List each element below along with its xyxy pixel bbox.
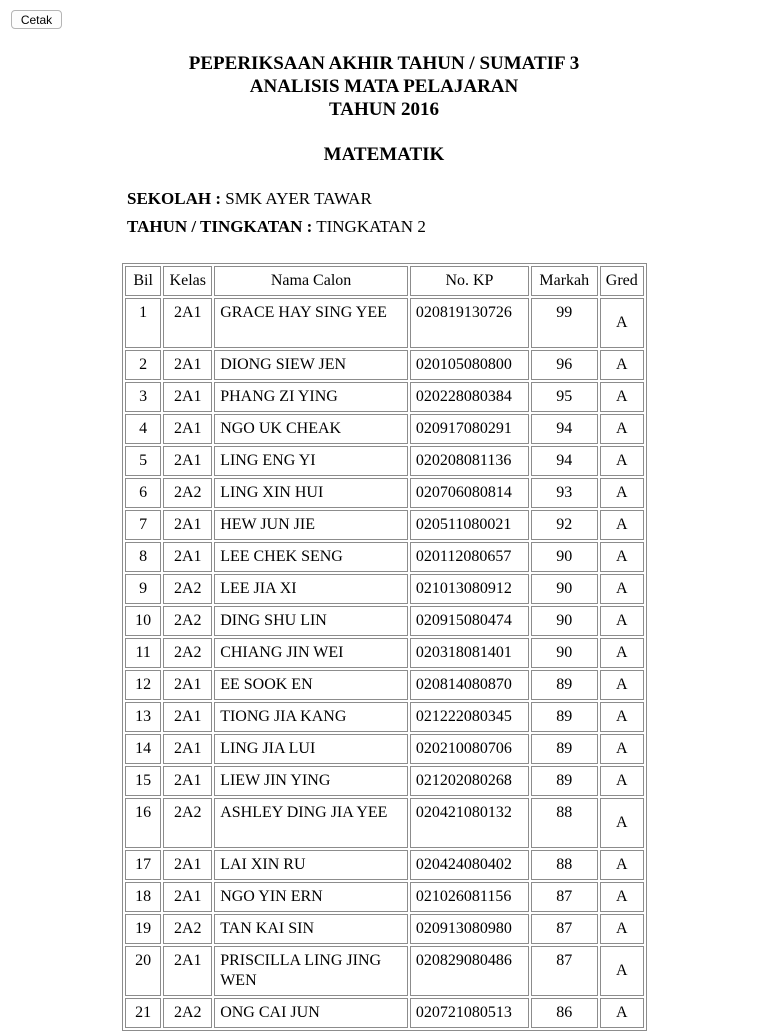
level-label: TAHUN / TINGKATAN : — [127, 217, 313, 236]
cell-gred: A — [600, 606, 644, 636]
cell-no-kp: 021222080345 — [410, 702, 529, 732]
cell-kelas: 2A1 — [163, 446, 212, 476]
table-row — [125, 542, 644, 572]
cell-no-kp: 020105080800 — [410, 350, 529, 380]
cell-kelas: 2A1 — [163, 766, 212, 796]
cell-bil: 15 — [125, 766, 161, 796]
cell-bil: 9 — [125, 574, 161, 604]
report-title — [0, 52, 768, 121]
cell-kelas: 2A2 — [163, 914, 212, 944]
table-row — [125, 766, 644, 796]
title-line: ANALISIS MATA PELAJARAN — [249, 76, 519, 97]
cell-no-kp: 020318081401 — [410, 638, 529, 668]
table-row — [125, 606, 644, 636]
header-markah: Markah — [531, 266, 598, 296]
cell-bil: 12 — [125, 670, 161, 700]
cell-bil: 7 — [125, 510, 161, 540]
cell-kelas: 2A1 — [163, 734, 212, 764]
level-value: TINGKATAN 2 — [312, 217, 426, 236]
cell-gred: A — [600, 850, 644, 880]
cell-nama: CHIANG JIN WEI — [214, 638, 408, 668]
cell-no-kp: 020814080870 — [410, 670, 529, 700]
cell-kelas: 2A2 — [163, 998, 212, 1028]
cell-markah: 96 — [531, 350, 598, 380]
cell-gred: A — [600, 914, 644, 944]
cell-bil: 10 — [125, 606, 161, 636]
cell-nama: NGO YIN ERN — [214, 882, 408, 912]
cell-markah: 94 — [531, 414, 598, 444]
cell-gred: A — [600, 734, 644, 764]
cell-gred: A — [600, 382, 644, 412]
cell-nama: LING XIN HUI — [214, 478, 408, 508]
cell-gred: A — [600, 798, 644, 848]
cell-no-kp: 020228080384 — [410, 382, 529, 412]
cell-gred: A — [600, 414, 644, 444]
print-button[interactable]: Cetak — [11, 10, 62, 29]
cell-kelas: 2A2 — [163, 478, 212, 508]
cell-bil: 19 — [125, 914, 161, 944]
school-value: SMK AYER TAWAR — [221, 189, 372, 208]
cell-gred: A — [600, 478, 644, 508]
title-line: TAHUN 2016 — [329, 99, 439, 120]
cell-gred: A — [600, 702, 644, 732]
cell-markah: 90 — [531, 606, 598, 636]
table-row — [125, 298, 644, 348]
cell-markah: 88 — [531, 850, 598, 880]
cell-gred: A — [600, 574, 644, 604]
cell-nama: NGO UK CHEAK — [214, 414, 408, 444]
cell-markah: 89 — [531, 734, 598, 764]
cell-gred: A — [600, 946, 644, 996]
cell-markah: 92 — [531, 510, 598, 540]
cell-gred: A — [600, 446, 644, 476]
cell-no-kp: 020913080980 — [410, 914, 529, 944]
header-no-kp: No. KP — [410, 266, 529, 296]
title-line: PEPERIKSAAN AKHIR TAHUN / SUMATIF 3 — [188, 53, 580, 74]
cell-nama: EE SOOK EN — [214, 670, 408, 700]
cell-bil: 2 — [125, 350, 161, 380]
cell-markah: 89 — [531, 702, 598, 732]
cell-kelas: 2A1 — [163, 946, 212, 996]
cell-markah: 90 — [531, 638, 598, 668]
table-row — [125, 670, 644, 700]
cell-kelas: 2A1 — [163, 702, 212, 732]
cell-no-kp: 020915080474 — [410, 606, 529, 636]
cell-no-kp: 021202080268 — [410, 766, 529, 796]
cell-no-kp: 021013080912 — [410, 574, 529, 604]
cell-gred: A — [600, 542, 644, 572]
cell-markah: 89 — [531, 670, 598, 700]
table-row — [125, 638, 644, 668]
cell-gred: A — [600, 882, 644, 912]
cell-nama: LEE JIA XI — [214, 574, 408, 604]
header-gred: Gred — [600, 266, 644, 296]
results-table — [122, 263, 647, 1031]
cell-markah: 95 — [531, 382, 598, 412]
cell-no-kp: 020706080814 — [410, 478, 529, 508]
cell-kelas: 2A1 — [163, 542, 212, 572]
cell-nama: ASHLEY DING JIA YEE — [214, 798, 408, 848]
cell-no-kp: 020208081136 — [410, 446, 529, 476]
subject-title: MATEMATIK — [323, 144, 445, 165]
cell-bil: 4 — [125, 414, 161, 444]
cell-no-kp: 021026081156 — [410, 882, 529, 912]
cell-kelas: 2A1 — [163, 510, 212, 540]
cell-kelas: 2A1 — [163, 382, 212, 412]
cell-no-kp: 020829080486 — [410, 946, 529, 996]
table-row — [125, 478, 644, 508]
cell-kelas: 2A2 — [163, 798, 212, 848]
cell-nama: DIONG SIEW JEN — [214, 350, 408, 380]
cell-markah: 93 — [531, 478, 598, 508]
cell-kelas: 2A1 — [163, 350, 212, 380]
cell-no-kp: 020210080706 — [410, 734, 529, 764]
table-row — [125, 798, 644, 848]
cell-kelas: 2A1 — [163, 882, 212, 912]
cell-markah: 87 — [531, 882, 598, 912]
cell-no-kp: 020421080132 — [410, 798, 529, 848]
cell-gred: A — [600, 638, 644, 668]
cell-nama: TAN KAI SIN — [214, 914, 408, 944]
cell-kelas: 2A1 — [163, 850, 212, 880]
cell-nama: LING ENG YI — [214, 446, 408, 476]
cell-bil: 16 — [125, 798, 161, 848]
cell-no-kp: 020112080657 — [410, 542, 529, 572]
table-row — [125, 574, 644, 604]
table-row — [125, 734, 644, 764]
cell-no-kp: 020721080513 — [410, 998, 529, 1028]
cell-bil: 14 — [125, 734, 161, 764]
cell-kelas: 2A1 — [163, 670, 212, 700]
cell-markah: 89 — [531, 766, 598, 796]
table-row — [125, 510, 644, 540]
cell-bil: 1 — [125, 298, 161, 348]
cell-kelas: 2A2 — [163, 574, 212, 604]
cell-nama: LIEW JIN YING — [214, 766, 408, 796]
cell-bil: 21 — [125, 998, 161, 1028]
cell-nama: LING JIA LUI — [214, 734, 408, 764]
cell-gred: A — [600, 298, 644, 348]
table-row — [125, 850, 644, 880]
cell-bil: 5 — [125, 446, 161, 476]
cell-markah: 88 — [531, 798, 598, 848]
table-row — [125, 446, 644, 476]
cell-bil: 13 — [125, 702, 161, 732]
cell-gred: A — [600, 998, 644, 1028]
cell-kelas: 2A1 — [163, 414, 212, 444]
cell-kelas: 2A1 — [163, 298, 212, 348]
cell-gred: A — [600, 510, 644, 540]
cell-markah: 90 — [531, 542, 598, 572]
table-row — [125, 414, 644, 444]
cell-nama: DING SHU LIN — [214, 606, 408, 636]
cell-no-kp: 020819130726 — [410, 298, 529, 348]
cell-nama: LAI XIN RU — [214, 850, 408, 880]
cell-bil: 11 — [125, 638, 161, 668]
header-bil: Bil — [125, 266, 161, 296]
cell-kelas: 2A2 — [163, 638, 212, 668]
table-header-row — [125, 266, 644, 296]
cell-nama: PRISCILLA LING JING WEN — [214, 946, 408, 996]
cell-markah: 90 — [531, 574, 598, 604]
table-row — [125, 382, 644, 412]
cell-bil: 8 — [125, 542, 161, 572]
cell-bil: 20 — [125, 946, 161, 996]
cell-bil: 3 — [125, 382, 161, 412]
cell-nama: TIONG JIA KANG — [214, 702, 408, 732]
cell-no-kp: 020424080402 — [410, 850, 529, 880]
cell-markah: 94 — [531, 446, 598, 476]
cell-bil: 17 — [125, 850, 161, 880]
table-row — [125, 882, 644, 912]
cell-gred: A — [600, 350, 644, 380]
cell-nama: PHANG ZI YING — [214, 382, 408, 412]
cell-gred: A — [600, 766, 644, 796]
cell-gred: A — [600, 670, 644, 700]
cell-no-kp: 020511080021 — [410, 510, 529, 540]
cell-nama: GRACE HAY SING YEE — [214, 298, 408, 348]
school-label: SEKOLAH : — [127, 189, 221, 208]
level-info — [127, 217, 426, 237]
header-nama-calon: Nama Calon — [214, 266, 408, 296]
table-row — [125, 350, 644, 380]
cell-kelas: 2A2 — [163, 606, 212, 636]
cell-nama: ONG CAI JUN — [214, 998, 408, 1028]
table-row — [125, 702, 644, 732]
cell-no-kp: 020917080291 — [410, 414, 529, 444]
table-row — [125, 914, 644, 944]
table-row — [125, 946, 644, 996]
cell-nama: HEW JUN JIE — [214, 510, 408, 540]
cell-bil: 18 — [125, 882, 161, 912]
cell-markah: 86 — [531, 998, 598, 1028]
school-info — [127, 189, 372, 209]
cell-markah: 87 — [531, 914, 598, 944]
header-kelas: Kelas — [163, 266, 212, 296]
cell-markah: 99 — [531, 298, 598, 348]
cell-markah: 87 — [531, 946, 598, 996]
cell-nama: LEE CHEK SENG — [214, 542, 408, 572]
cell-bil: 6 — [125, 478, 161, 508]
